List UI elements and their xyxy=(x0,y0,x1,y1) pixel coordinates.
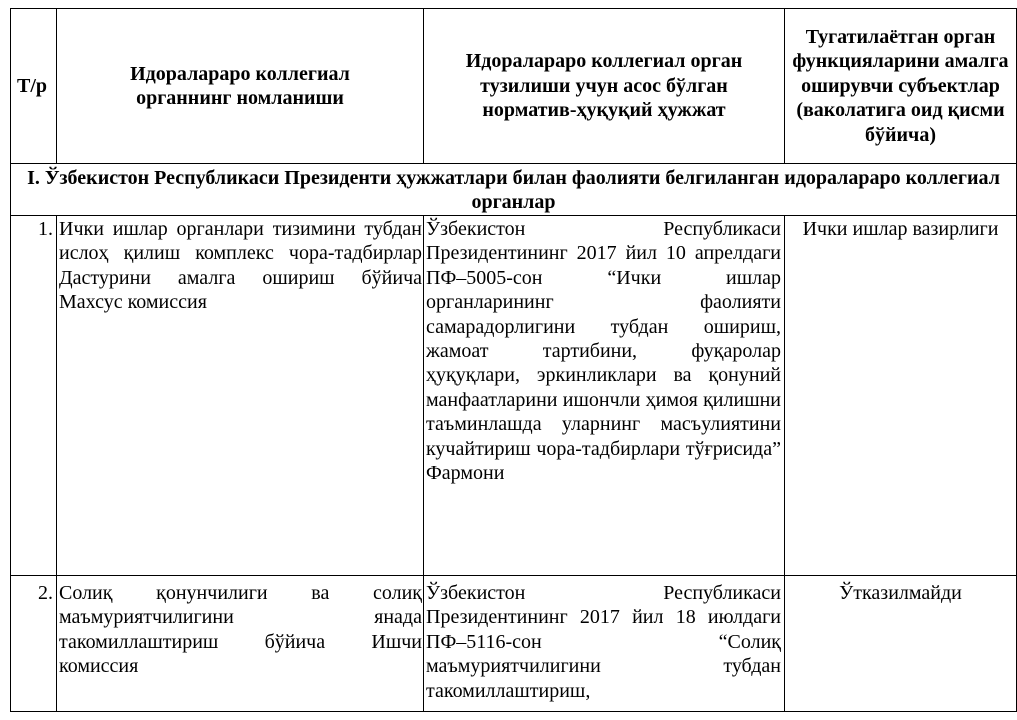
header-subjects: Тугатилаётган орган функцияларини амалга оширувчи субъектлар (ваколатига оид қисми бўйича) xyxy=(785,9,1017,164)
row-body-name: Ички ишлар органлари тизимини тубдан ислоҳ қилиш комплекс чора-тадбирлар Дастурини амалга ошириш бўйича Махсус комиссия xyxy=(57,216,424,576)
row-number: 1. xyxy=(11,216,57,576)
section-row xyxy=(11,164,1017,216)
table-row xyxy=(11,216,1017,576)
header-body-name: Идоралараро коллегиал органнинг номланиши xyxy=(57,9,424,164)
row-subjects: Ўтказилмайди xyxy=(785,576,1017,712)
table-header-row xyxy=(11,9,1017,164)
table-row xyxy=(11,576,1017,712)
row-number: 2. xyxy=(11,576,57,712)
row-legal-basis: Ўзбекистон Республикаси Президентининг 2017 йил 18 июлдаги ПФ–5116-сон “Солиқ маъмуриятчилигини тубдан такомиллаштириш, xyxy=(424,576,785,712)
row-legal-basis: Ўзбекистон Республикаси Президентининг 2017 йил 10 апрелдаги ПФ–5005-сон “Ички ишлар органларининг фаолияти самарадорлигини тубдан ошириш, жамоат тартибини, фуқаролар ҳуқуқлари, эркинликлари ва қонуний манфаатларини ишончли ҳимоя қилишни таъминлашда уларнинг масъулиятини кучайтириш чора-тадбирлари тўғрисида” Фармони xyxy=(424,216,785,576)
row-subjects: Ички ишлар вазирлиги xyxy=(785,216,1017,576)
header-legal-basis: Идоралараро коллегиал орган тузилиши учун асос бўлган норматив-ҳуқуқий ҳужжат xyxy=(424,9,785,164)
collegial-bodies-table xyxy=(10,8,1017,712)
section-title: I. Ўзбекистон Республикаси Президенти ҳужжатлари билан фаолияти белгиланган идоралараро коллегиал органлар xyxy=(11,164,1017,216)
row-body-name: Солиқ қонунчилиги ва солиқ маъмуриятчилигини янада такомиллаштириш бўйича Ишчи комиссия xyxy=(57,576,424,712)
header-number: Т/р xyxy=(11,9,57,164)
